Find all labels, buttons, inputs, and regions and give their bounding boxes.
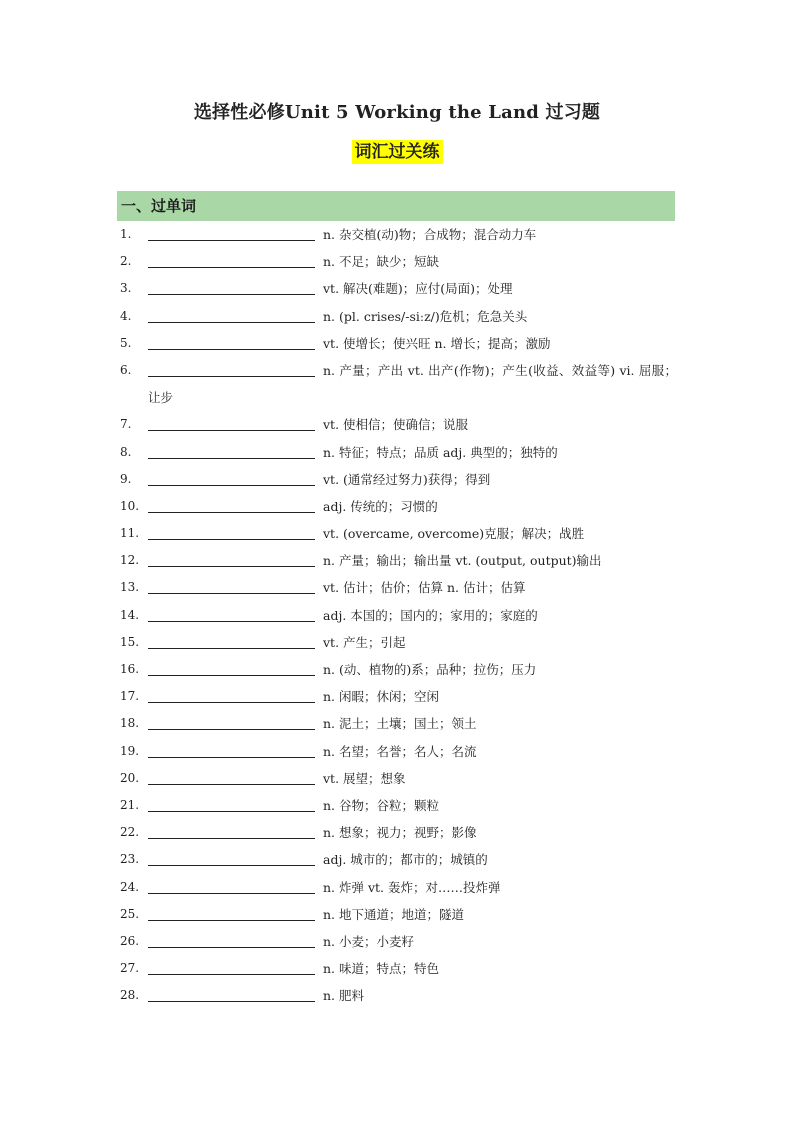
answer-blank[interactable] — [148, 485, 315, 486]
vocab-item — [117, 275, 677, 302]
item-definition: n. (pl. crises/-siːz/)危机；危急关头 — [323, 308, 528, 324]
vocab-item — [117, 574, 677, 601]
item-number: 4. — [120, 308, 132, 323]
item-number: 26. — [120, 933, 140, 948]
vocab-item — [117, 221, 677, 248]
vocab-item — [117, 466, 677, 493]
item-definition: n. 炸弹 vt. 轰炸；对……投炸弹 — [323, 879, 501, 895]
answer-blank[interactable] — [148, 974, 315, 975]
item-number: 24. — [120, 879, 140, 894]
vocab-item — [117, 303, 677, 330]
vocab-item — [117, 710, 677, 737]
item-definition: adj. 城市的；都市的；城镇的 — [323, 852, 488, 868]
item-number: 6. — [120, 362, 132, 377]
item-definition: vt. 产生；引起 — [323, 634, 406, 650]
item-number: 3. — [120, 281, 132, 296]
item-definition: vt. (通常经过努力)获得；得到 — [323, 471, 491, 487]
vocab-list — [117, 221, 677, 1009]
answer-blank[interactable] — [148, 729, 315, 730]
vocab-item — [117, 439, 677, 466]
vocab-item — [117, 520, 677, 547]
vocab-item — [117, 493, 677, 520]
item-definition: n. 地下通道；地道；隧道 — [323, 906, 464, 922]
answer-blank[interactable] — [148, 458, 315, 459]
answer-blank[interactable] — [148, 1001, 315, 1002]
item-number: 21. — [120, 797, 140, 812]
item-definition: n. 想象；视力；视野；影像 — [323, 825, 477, 841]
item-definition: vt. 使增长；使兴旺 n. 增长；提高；激励 — [323, 335, 551, 351]
vocab-item — [117, 629, 677, 656]
vocab-item — [117, 547, 677, 574]
page-title: 选择性必修Unit 5 Working the Land 过习题 — [193, 102, 601, 123]
item-definition: vt. (overcame, overcome)克服；解决；战胜 — [323, 526, 585, 542]
answer-blank[interactable] — [148, 240, 315, 241]
vocab-item — [117, 602, 677, 629]
item-number: 11. — [120, 526, 140, 541]
answer-blank[interactable] — [148, 648, 315, 649]
item-definition: n. 杂交植(动)物；合成物；混合动力车 — [323, 227, 537, 242]
item-number: 22. — [120, 825, 140, 840]
item-definition: n. 产量；产出 vt. 出产(作物)；产生(收益、效益等) vi. 屈服；让步 — [148, 362, 677, 406]
vocab-item — [117, 738, 677, 765]
answer-blank[interactable] — [148, 430, 315, 431]
vocab-item — [117, 792, 677, 819]
answer-blank[interactable] — [148, 811, 315, 812]
answer-blank[interactable] — [148, 893, 315, 894]
item-definition: vt. 解决(难题)；应付(局面)；处理 — [323, 281, 513, 297]
item-number: 1. — [120, 227, 132, 241]
item-number: 17. — [120, 689, 140, 704]
item-definition: vt. 展望；想象 — [323, 770, 406, 786]
answer-blank[interactable] — [148, 593, 315, 594]
item-definition: vt. 估计；估价；估算 n. 估计；估算 — [323, 580, 526, 596]
item-number: 14. — [120, 607, 140, 622]
item-definition: adj. 传统的；习惯的 — [323, 498, 438, 514]
vocab-item — [117, 330, 677, 357]
item-number: 27. — [120, 961, 140, 976]
item-definition: n. 小麦；小麦籽 — [323, 933, 414, 949]
item-number: 12. — [120, 553, 140, 568]
answer-blank[interactable] — [148, 947, 315, 948]
item-definition: n. 谷物；谷粒；颗粒 — [323, 797, 439, 813]
item-number: 23. — [120, 852, 140, 867]
item-definition: adj. 本国的；国内的；家用的；家庭的 — [323, 607, 538, 623]
answer-blank[interactable] — [148, 322, 315, 323]
item-number: 10. — [120, 498, 140, 513]
answer-blank[interactable] — [148, 621, 315, 622]
answer-blank[interactable] — [148, 294, 315, 295]
answer-blank[interactable] — [148, 757, 315, 758]
item-number: 20. — [120, 770, 140, 785]
vocab-item — [117, 248, 677, 275]
vocab-item — [117, 955, 677, 982]
answer-blank[interactable] — [148, 920, 315, 921]
vocab-item — [117, 982, 677, 1009]
answer-blank[interactable] — [148, 865, 315, 866]
vocab-item — [117, 819, 677, 846]
vocab-item — [117, 683, 677, 710]
item-definition: n. (动、植物的)系；品种；拉伤；压力 — [323, 662, 537, 678]
item-number: 28. — [120, 988, 140, 1003]
item-number: 8. — [120, 444, 132, 459]
vocab-item — [117, 846, 677, 873]
vocab-item — [117, 357, 677, 411]
item-definition: n. 闲暇；休闲；空闲 — [323, 689, 439, 705]
section-heading: 一、过单词 — [117, 191, 675, 221]
answer-blank[interactable] — [148, 784, 315, 785]
answer-blank[interactable] — [148, 838, 315, 839]
item-number: 19. — [120, 743, 140, 758]
vocab-item — [117, 928, 677, 955]
item-number: 15. — [120, 634, 140, 649]
item-number: 13. — [120, 580, 140, 595]
item-number: 2. — [120, 254, 132, 269]
vocab-item — [117, 765, 677, 792]
subtitle-highlight: 词汇过关练 — [352, 140, 443, 164]
item-definition: n. 名望；名誉；名人；名流 — [323, 743, 477, 759]
item-number: 25. — [120, 906, 140, 921]
vocab-item — [117, 901, 677, 928]
item-definition: n. 味道；特点；特色 — [323, 961, 439, 977]
answer-blank[interactable] — [148, 349, 315, 350]
subtitle-container — [0, 140, 794, 164]
vocab-item — [117, 874, 677, 901]
answer-blank[interactable] — [148, 267, 315, 268]
item-number: 5. — [120, 335, 132, 350]
answer-blank[interactable] — [148, 675, 315, 676]
item-number: 16. — [120, 662, 140, 677]
answer-blank[interactable] — [148, 566, 315, 567]
item-definition: n. 泥土；土壤；国土；领土 — [323, 716, 477, 732]
item-number: 9. — [120, 471, 132, 486]
answer-blank[interactable] — [148, 539, 315, 540]
item-definition: vt. 使相信；使确信；说服 — [323, 417, 469, 433]
item-definition: n. 特征；特点；品质 adj. 典型的；独特的 — [323, 444, 558, 460]
vocab-item — [117, 411, 677, 438]
item-definition: n. 肥料 — [323, 988, 364, 1004]
item-definition: n. 不足；缺少；短缺 — [323, 254, 439, 270]
item-definition: n. 产量；输出；输出量 vt. (output, output)输出 — [323, 553, 602, 569]
vocab-item — [117, 656, 677, 683]
item-number: 18. — [120, 716, 140, 731]
item-number: 7. — [120, 417, 132, 432]
answer-blank[interactable] — [148, 512, 315, 513]
answer-blank[interactable] — [148, 702, 315, 703]
